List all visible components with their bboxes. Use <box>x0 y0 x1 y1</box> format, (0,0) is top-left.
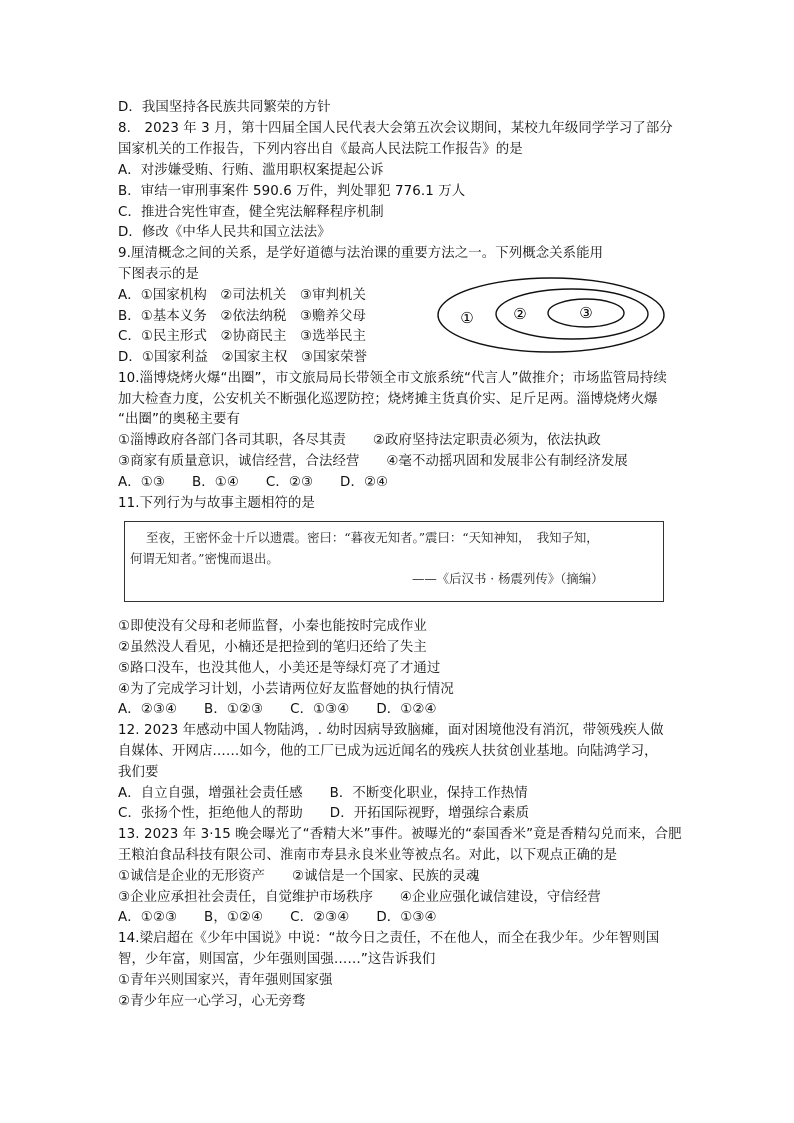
q8-option-d: D．修改《中华人民共和国立法法》 <box>118 225 331 240</box>
story-quote-line-2: 何谓无知者。”密愧而退出。 <box>130 551 279 566</box>
q10-stem-cont-1: 加大检查力度，公安机关不断强化巡逻防控；烧烤摊主货真价实、足斤足两。淄博烧烤火爆 <box>118 392 658 407</box>
q13-stem-cont: 王粮泊食品科技有限公司、淮南市寿县永良米业等被点名。对此，以下观点正确的是 <box>118 848 618 863</box>
inner-label: ③ <box>579 304 593 322</box>
q12-stem-cont-2: 我们要 <box>118 765 159 780</box>
q13-statements-1: ①诚信是企业的无形资产 ②诚信是一个国家、民族的灵魂 <box>118 869 480 884</box>
q14-stem-cont: 智，少年富，则国富，少年强则国强……”这告诉我们 <box>118 952 436 967</box>
middle-label: ② <box>513 305 527 323</box>
nested-ellipse-diagram <box>436 276 666 354</box>
q10-stem: 10.淄博烧烤火爆“出圈”，市文旅局局长带领全市文旅系统“代言人”做推介；市场监管局持续 <box>118 371 667 386</box>
q12-stem: 12. 2023 年感动中国人物陆鸿，. 幼时因病导致脑瘫，面对困境他没有消沉，带领残疾人做 <box>118 723 664 738</box>
q13-statements-2: ③企业应承担社会责任，自觉维护市场秩序 ④企业应强化诚信建设，守信经营 <box>118 890 601 905</box>
q14-statement-1: ①青年兴则国家兴，青年强则国家强 <box>118 973 333 988</box>
story-quote-source: ——《后汉书 · 杨震列传》（摘编） <box>412 571 604 586</box>
q11-statement-3: ⑤路口没车，也没其他人，小美还是等绿灯亮了才通过 <box>118 661 441 676</box>
q11-statement-2: ②虽然没人看见，小楠还是把捡到的笔归还给了失主 <box>118 640 427 655</box>
story-quote-line-1: 至夜，王密怀金十斤以遗震。密曰：“暮夜无知者。”震曰：“天知神知， 我知子知， <box>146 530 599 545</box>
q11-statement-4: ④为了完成学习计划，小芸请两位好友监督她的执行情况 <box>118 682 454 697</box>
q8-option-b: B．审结一审刑事案件 590.6 万件，判处罪犯 776.1 万人 <box>118 184 466 199</box>
q14-statement-2: ②青少年应一心学习，心无旁骛 <box>118 994 306 1009</box>
q8-option-c: C．推进合宪性审查，健全宪法解释程序机制 <box>118 205 384 220</box>
q9-option-b: B．①基本义务 ②依法纳税 ③赡养父母 <box>118 309 366 324</box>
q9-stem: 9.厘清概念之间的关系，是学好道德与法治课的重要方法之一。下列概念关系能用 <box>118 246 604 261</box>
q11-stem: 11.下列行为与故事主题相符的是 <box>118 496 315 511</box>
q9-stem-cont: 下图表示的是 <box>118 267 199 282</box>
q10-options: A．①③ B．①④ C．②③ D．②④ <box>118 475 389 490</box>
q11-statement-1: ①即使没有父母和老师监督，小秦也能按时完成作业 <box>118 619 427 634</box>
q13-options: A．①②③ B，①②④ C．②③④ D．①③④ <box>118 910 437 925</box>
q7-option-d: D．我国坚持各民族共同繁荣的方针 <box>118 100 331 115</box>
q11-options: A．②③④ B．①②③ C．①③④ D．①②④ <box>118 702 437 717</box>
q9-option-a: A．①国家机构 ②司法机关 ③审判机关 <box>118 288 366 303</box>
q10-stem-cont-2: “出圈”的奥秘主要有 <box>118 412 240 427</box>
q9-option-c: C．①民主形式 ②协商民主 ③选举民主 <box>118 329 367 344</box>
q8-stem-cont: 国家机关的工作报告，下列内容出自《最高人民法院工作报告》的是 <box>118 142 523 157</box>
q10-statements-2: ③商家有质量意识，诚信经营，合法经营 ④毫不动摇巩固和发展非公有制经济发展 <box>118 454 628 469</box>
q14-stem: 14.梁启超在《少年中国说》中说：“故今日之责任，不在他人，而全在我少年。少年智则国 <box>118 931 660 946</box>
q8-stem: 8. 2023 年 3 月，第十四届全国人民代表大会第五次会议期间，某校九年级同学学习了部分 <box>118 121 673 136</box>
q10-statements-1: ①淄博政府各部门各司其职，各尽其责 ②政府坚持法定职责必须为，依法执政 <box>118 433 601 448</box>
q12-options-ab: A．自立自强，增强社会责任感 B．不断变化职业，保持工作热情 <box>118 786 528 801</box>
q12-stem-cont-1: 自媒体、开网店……如今，他的工厂已成为远近闻名的残疾人扶贫创业基地。向陆鸿学习， <box>118 744 658 759</box>
outer-label: ① <box>460 309 474 327</box>
q12-options-cd: C．张扬个性，拒绝他人的帮助 D．开拓国际视野，增强综合素质 <box>118 806 530 821</box>
q9-option-d: D．①国家利益 ②国家主权 ③国家荣誉 <box>118 350 368 365</box>
q8-option-a: A．对涉嫌受贿、行贿、滥用职权案提起公诉 <box>118 163 384 178</box>
q13-stem: 13. 2023 年 3·15 晚会曝光了“香精大米”事件。被曝光的“泰国香米”竟是香精勾兑而来，合肥 <box>118 827 682 842</box>
